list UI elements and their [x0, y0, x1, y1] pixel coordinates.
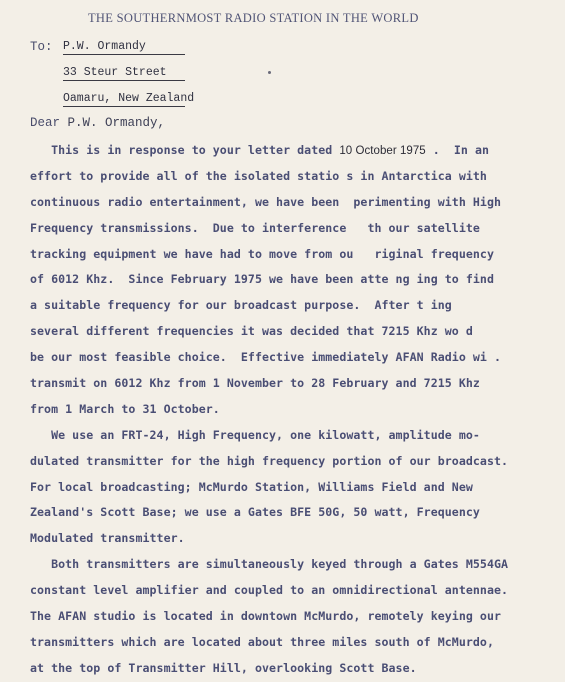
- salutation: [30, 116, 165, 130]
- letter-date: 10 October 1975: [339, 145, 426, 157]
- address-name: P.W. Ormandy: [63, 40, 185, 55]
- body-text-segment: . In an: [425, 143, 490, 157]
- body-line: transmit on 6012 Khz from 1 November to 28 February and 7215 Khz: [30, 376, 480, 391]
- body-line: Zealand's Scott Base; we use a Gates BFE 50G, 50 watt, Frequency: [30, 505, 480, 520]
- address-city: Oamaru, New Zealand: [63, 92, 195, 105]
- body-line: The AFAN studio is located in downtown McMurdo, remotely keying our: [30, 609, 502, 624]
- body-line: Modulated transmitter.: [30, 531, 185, 546]
- body-line: several different frequencies it was decided that 7215 Khz wo d: [30, 324, 473, 339]
- body-line: transmitters which are located about three miles south of McMurdo,: [30, 634, 494, 649]
- salutation-name: P.W. Ormandy,: [67, 116, 166, 130]
- address-label: To:: [30, 40, 53, 54]
- body-line: dulated transmitter for the high frequency portion of our broadcast.: [30, 453, 509, 468]
- body-line: a suitable frequency for our broadcast purpose. After t ing: [30, 298, 452, 313]
- body-line: constant level amplifier and coupled to an omnidirectional antennae.: [30, 583, 509, 598]
- body-line: at the top of Transmitter Hill, overlooking Scott Base.: [30, 660, 417, 675]
- body-line: continuous radio entertainment, we have been perimenting with High: [30, 194, 502, 209]
- address-street: 33 Steur Street: [63, 66, 185, 81]
- body-line: effort to provide all of the isolated statio s in Antarctica with: [30, 168, 487, 183]
- body-line: from 1 March to 31 October.: [30, 401, 220, 416]
- body-line: of 6012 Khz. Since February 1975 we have been atte ng ing to find: [30, 272, 494, 287]
- ink-dot: [268, 71, 271, 74]
- body-line: Both transmitters are simultaneously keyed through a Gates M554GA: [30, 557, 509, 572]
- body-line: For local broadcasting; McMurdo Station, Williams Field and New: [30, 479, 473, 494]
- body-line: be our most feasible choice. Effective immediately AFAN Radio wi .: [30, 350, 502, 365]
- letter-body: [30, 138, 558, 682]
- body-line: [30, 138, 558, 164]
- salutation-dear: Dear: [30, 116, 61, 130]
- body-line: Frequency transmissions. Due to interference th our satellite: [30, 220, 480, 235]
- body-text-segment: This is in response to your letter dated: [30, 143, 340, 157]
- body-line: tracking equipment we have had to move from ou riginal frequency: [30, 246, 494, 261]
- letterhead-title: THE SOUTHERNMOST RADIO STATION IN THE WORLD: [88, 11, 419, 25]
- body-line: We use an FRT-24, High Frequency, one kilowatt, amplitude mo-: [30, 427, 480, 442]
